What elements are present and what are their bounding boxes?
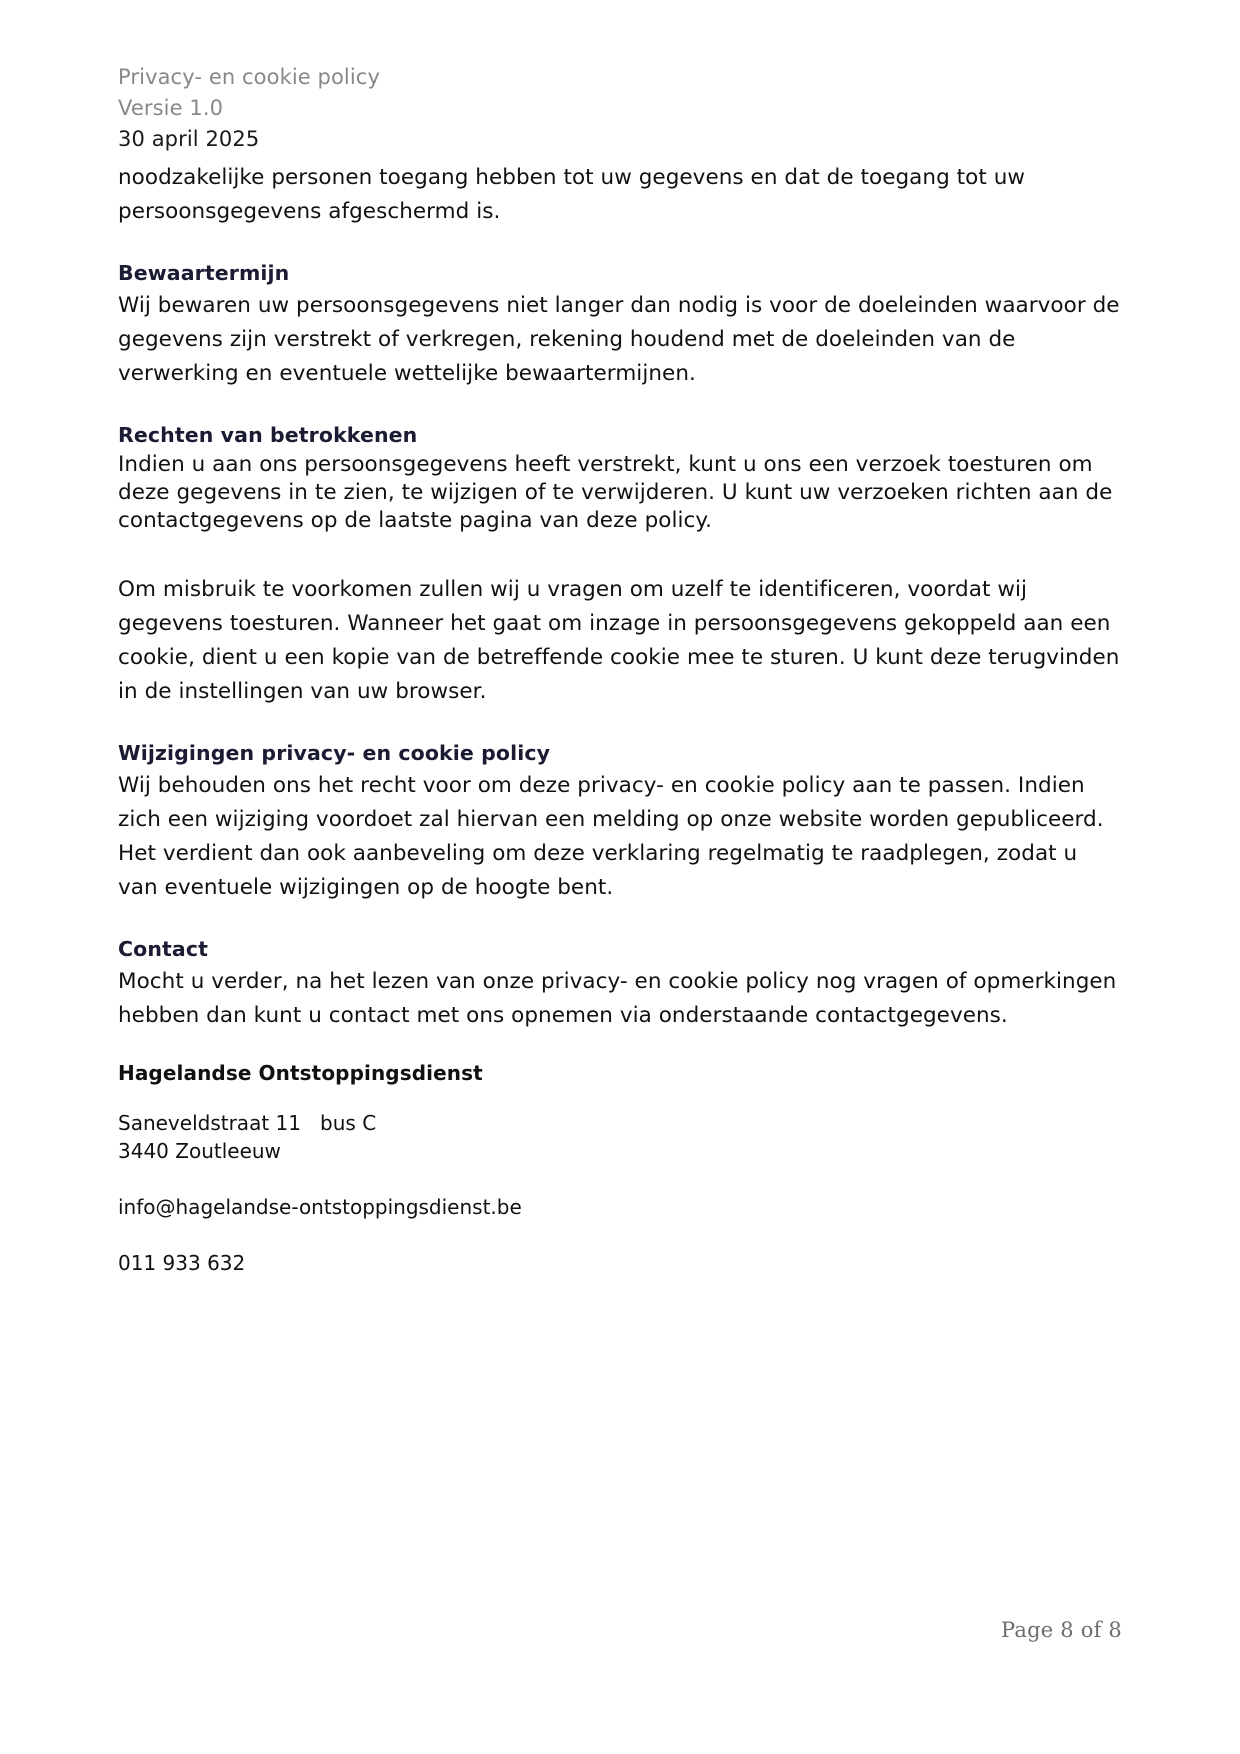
spacer [118, 1221, 1123, 1249]
contact-street-address: Saneveldstraat 11 bus C [118, 1111, 377, 1135]
spacer [118, 1087, 1123, 1109]
document-content [118, 62, 1123, 1277]
section-bewaartermijn [118, 259, 1123, 391]
section-heading-contact: Contact [118, 937, 209, 961]
page-number: Page 8 of 8 [1001, 1618, 1122, 1642]
contact-organisation-name: Hagelandse Ontstoppingsdienst [118, 1061, 483, 1085]
contact-city: 3440 Zoutleeuw [118, 1139, 281, 1163]
section-paragraph-rechten-van-betrokkenen: Indien u aan ons persoonsgegevens heeft verstrekt, kunt u ons een verzoek toesturen om deze gegevens in te zien, te wijzigen of te verwijderen. U kunt uw verzoeken richten aan de contactgegevens op de laatste pagina van deze policy. [118, 452, 1113, 533]
section-contact [118, 935, 1123, 1033]
section-rechten-secondary-paragraph [118, 573, 1123, 709]
section-paragraph-wijzigingen: Wij behouden ons het recht voor om deze privacy- en cookie policy aan te passen. Indien zich een wijziging voordoet zal hiervan een melding op onze website worden gepubliceerd. Het verdient dan ook aanbeveling om deze verklaring regelmatig te raadplegen, zodat u van eventuele wijzigingen op de hoogte bent. [118, 773, 1104, 900]
section-paragraph-contact: Mocht u verder, na het lezen van onze privacy- en cookie policy nog vragen of opmerkingen hebben dan kunt u contact met ons opnemen via onderstaande contactgegevens. [118, 969, 1117, 1028]
document-date: 30 april 2025 [118, 127, 260, 151]
continued-paragraph: noodzakelijke personen toegang hebben tot uw gegevens en dat de toegang tot uw persoonsgegevens afgeschermd is. [118, 165, 1026, 224]
contact-phone[interactable]: 011 933 632 [118, 1251, 246, 1275]
section-heading-wijzigingen: Wijzigingen privacy- en cookie policy [118, 741, 551, 765]
section-wijzigingen [118, 739, 1123, 905]
document-title: Privacy- en cookie policy [118, 65, 380, 89]
page-footer [118, 1618, 1122, 1642]
contact-email[interactable]: info@hagelandse-ontstoppingsdienst.be [118, 1195, 522, 1219]
section-heading-rechten-van-betrokkenen: Rechten van betrokkenen [118, 423, 418, 447]
document-version: Versie 1.0 [118, 96, 224, 120]
section-heading-bewaartermijn: Bewaartermijn [118, 261, 290, 285]
document-header [118, 62, 1123, 155]
spacer [118, 1165, 1123, 1193]
section-paragraph-bewaartermijn: Wij bewaren uw persoonsgegevens niet langer dan nodig is voor de doeleinden waarvoor de gegevens zijn verstrekt of verkregen, rekening houdend met de doeleinden van de verwerking en eventuele wettelijke bewaartermijnen. [118, 293, 1120, 386]
section-rechten-van-betrokkenen [118, 421, 1123, 535]
contact-details [118, 1059, 1123, 1277]
section-paragraph-misbruik: Om misbruik te voorkomen zullen wij u vragen om uzelf te identificeren, voordat wij gegevens toesturen. Wanneer het gaat om inzage in persoonsgegevens gekoppeld aan een cookie, dient u een kopie van de betreffende cookie mee te sturen. U kunt deze terugvinden in de instellingen van uw browser. [118, 577, 1120, 704]
